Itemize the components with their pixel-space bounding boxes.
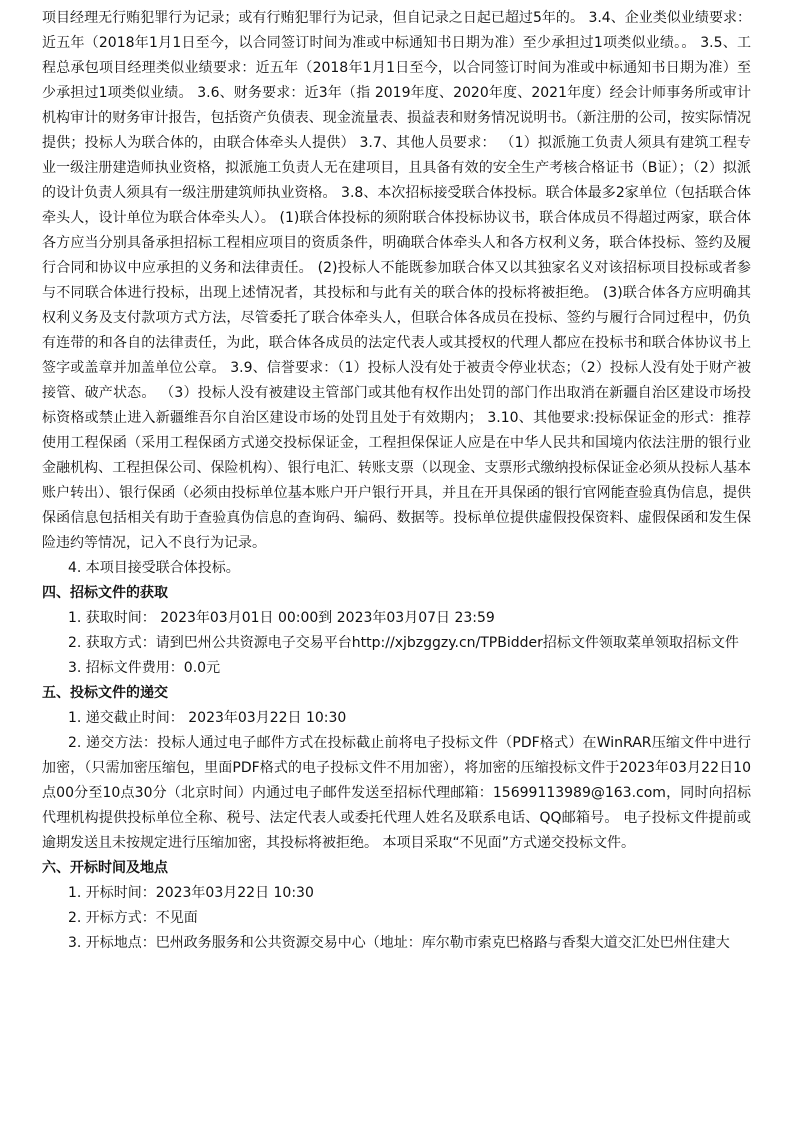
section-4-item-2: 2. 获取方式：请到巴州公共资源电子交易平台http://xjbzggzy.cn/TPBidder招标文件领取菜单领取招标文件 [68,635,739,651]
section-4-item-1: 1. 获取时间： 2023年03月01日 00:00到 2023年03月07日 23:59 [68,610,495,626]
section-4-heading: 四、招标文件的获取 [42,585,168,601]
section-6-item-3: 3. 开标地点：巴州政务服务和公共资源交易中心（地址：库尔勒市索克巴格路与香梨大道交汇处巴州住建大 [68,935,730,951]
section-5-heading: 五、投标文件的递交 [42,685,168,701]
requirements-paragraph: 项目经理无行贿犯罪行为记录；或有行贿犯罪行为记录，但自记录之日起已超过5年的。 3.4、企业类似业绩要求：近五年（2018年1月1日至今，以合同签订时间为准或中标通知书日期为准）至少承担过1项类似业绩。。 3.5、工程总承包项目经理类似业绩要求：近五年（2018年1月1日至今，以合同签订时间为准或中标通知书日期为准）至少承担过1项类似业绩。 3.6、财务要求：近3年（指 2019年度、2020年度、2021年度）经会计师事务所或审计机构审计的财务审计报告，包括资产负债表、现金流量表、损益表和财务情况说明书。（新注册的公司，按实际情况提供；投标人为联合体的，由联合体牵头人提供） 3.7、其他人员要求： （1）拟派施工负责人须具有建筑工程专业一级注册建造师执业资格，拟派施工负责人无在建项目，且具备有效的安全生产考核合格证书（B证）；（2）拟派的设计负责人须具有一级注册建筑师执业资格。 3.8、本次招标接受联合体投标。联合体最多2家单位（包括联合体牵头人，设计单位为联合体牵头人）。 (1)联合体投标的须附联合体投标协议书，联合体成员不得超过两家，联合体各方应当分别具备承担招标工程相应项目的资质条件，明确联合体牵头人和各方权利义务，联合体投标、签约及履行合同和协议中应承担的义务和法律责任。 (2)投标人不能既参加联合体又以其独家名义对该招标项目投标或者参与不同联合体进行投标，出现上述情况者，其投标和与此有关的联合体的投标将被拒绝。 (3)联合体各方应明确其权利义务及支付款项方式方法，尽管委托了联合体牵头人，但联合体各成员在投标、签约与履行合同过程中，仍负有连带的和各自的法律责任，为此，联合体各成员的法定代表人或其授权的代理人都应在投标书和联合体协议书上签字或盖章并加盖单位公章。 3.9、信誉要求：（1）投标人没有处于被责令停业状态；（2）投标人没有处于财产被接管、破产状态。 （3）投标人没有被建设主管部门或其他有权作出处罚的部门作出取消在新疆自治区建设市场投标资格或禁止进入新疆维吾尔自治区建设市场的处罚且处于有效期内； 3.10、其他要求:投标保证金的形式：推荐使用工程保函（采用工程保函方式递交投标保证金，工程担保保证人应是在中华人民共和国境内依法注册的银行业金融机构、工程担保公司、保险机构）、银行电汇、转账支票（以现金、支票形式缴纳投标保证金必须从投标人基本账户转出）、银行保函（必须由投标单位基本账户开户银行开具，并且在开具保函的银行官网能查验真伪信息，提供保函信息包括相关有助于查验真伪信息的查询码、编码、数据等。投标单位提供虚假投保资料、虚假保函和发生保险违约等情况，记入不良行为记录。 [42,10,751,551]
section-6-item-1: 1. 开标时间：2023年03月22日 10:30 [68,885,314,901]
section-6-item-2: 2. 开标方式：不见面 [68,910,198,926]
section-5-item-2: 2. 递交方法：投标人通过电子邮件方式在投标截止前将电子投标文件（PDF格式）在WinRAR压缩文件中进行加密，（只需加密压缩包，里面PDF格式的电子投标文件不用加密），将加密的压缩投标文件于2023年03月22日10点00分至10点30分（北京时间）内通过电子邮件发送至招标代理邮箱：15699113989@163.com，同时向招标代理机构提供投标单位全称、税号、法定代表人或委托代理人姓名及联系电话、QQ邮箱号。 电子投标文件提前或逾期发送且未按规定进行压缩加密，其投标将被拒绝。 本项目采取“不见面”方式递交投标文件。 [42,735,751,851]
joint-bid-item: 4. 本项目接受联合体投标。 [68,560,240,576]
section-4-item-3: 3. 招标文件费用：0.0元 [68,660,221,676]
section-6-heading: 六、开标时间及地点 [42,860,168,876]
section-5-item-1: 1. 递交截止时间： 2023年03月22日 10:30 [68,710,347,726]
